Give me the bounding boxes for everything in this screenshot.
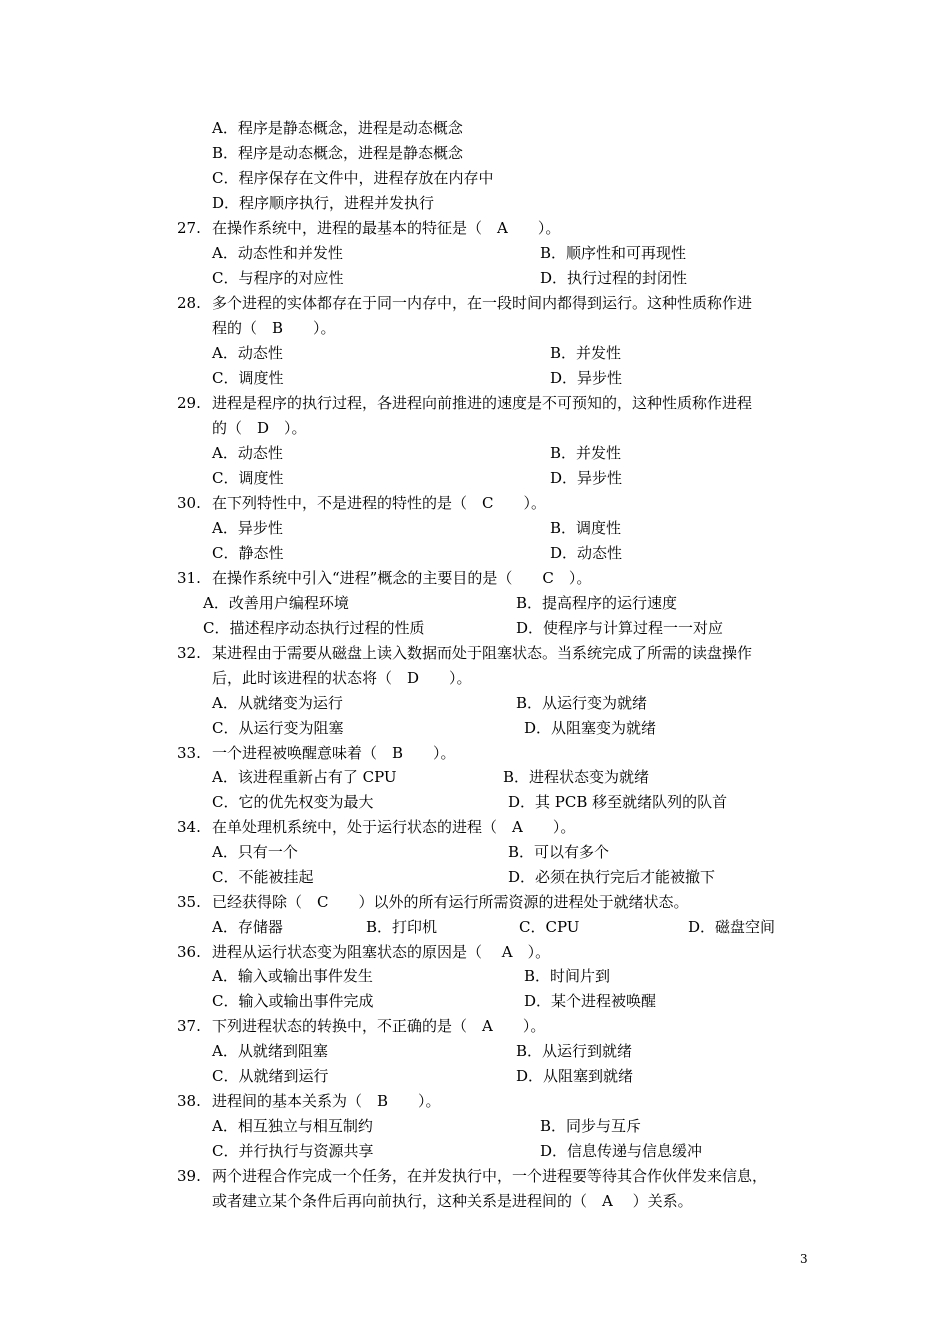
page-number: 3	[800, 1252, 808, 1266]
q27-stem: 在操作系统中，进程的最基本的特征是（ A ）。	[212, 219, 561, 237]
q32-option-d: D．从阻塞变为就绪	[524, 719, 657, 737]
q38-option-b: B．同步与互斥	[540, 1117, 642, 1135]
q34-option-b: B．可以有多个	[508, 843, 610, 861]
q38-option-c: C．并行执行与资源共享	[212, 1142, 374, 1160]
q37-option-b: B．从运行到就绪	[516, 1042, 633, 1060]
q35-option-c: C．CPU	[519, 918, 580, 936]
q31-option-d: D．使程序与计算过程一一对应	[516, 619, 724, 637]
q30-number: 30.	[177, 494, 201, 512]
q28-option-b: B．并发性	[550, 344, 622, 362]
q37-option-a: A．从就绪到阻塞	[212, 1042, 328, 1060]
q35-stem: 已经获得除（ C ）以外的所有运行所需资源的进程处于就绪状态。	[212, 893, 689, 911]
q34-option-a: A．只有一个	[212, 843, 298, 861]
q38-option-d: D．信息传递与信息缓冲	[540, 1142, 703, 1160]
q28-option-a: A．动态性	[212, 344, 283, 362]
q36-option-d: D．某个进程被唤醒	[524, 992, 657, 1010]
q36-stem: 进程从运行状态变为阻塞状态的原因是（ A ）。	[212, 943, 551, 961]
q37-number: 37.	[177, 1017, 201, 1035]
q27-option-c: C．与程序的对应性	[212, 269, 344, 287]
q29-option-a: A．动态性	[212, 444, 283, 462]
q27-option-a: A．动态性和并发性	[212, 244, 343, 262]
q37-option-d: D．从阻塞到就绪	[516, 1067, 634, 1085]
q26-option-a: A．程序是静态概念，进程是动态概念	[212, 119, 463, 137]
q26-option-d: D．程序顺序执行，进程并发执行	[212, 194, 435, 212]
q32-number: 32.	[177, 644, 201, 662]
q30-option-a: A．异步性	[212, 519, 283, 537]
q31-option-c: C．描述程序动态执行过程的性质	[203, 619, 425, 637]
q28-option-d: D．异步性	[550, 369, 623, 387]
q34-number: 34.	[177, 818, 201, 836]
q33-stem: 一个进程被唤醒意味着（ B ）。	[212, 744, 456, 762]
q38-option-a: A．相互独立与相互制约	[212, 1117, 373, 1135]
q33-option-d: D．其 PCB 移至就绪队列的队首	[508, 793, 728, 811]
q29-stem-line1: 进程是程序的执行过程，各进程向前推进的速度是不可预知的，这种性质称作进程	[212, 394, 753, 412]
q38-stem: 进程间的基本关系为（ B ）。	[212, 1092, 441, 1110]
q33-number: 33.	[177, 744, 201, 762]
q39-stem-line2: 或者建立某个条件后再向前执行，这种关系是进程间的（ A ）关系。	[212, 1192, 693, 1210]
q32-option-a: A．从就绪变为运行	[212, 694, 343, 712]
q39-stem-line1: 两个进程合作完成一个任务，在并发执行中，一个进程要等待其合作伙伴发来信息，	[212, 1167, 768, 1185]
q30-stem: 在下列特性中，不是进程的特性的是（ C ）。	[212, 494, 546, 512]
q36-option-b: B．时间片到	[524, 967, 611, 985]
q34-option-c: C．不能被挂起	[212, 868, 314, 886]
q29-option-d: D．异步性	[550, 469, 623, 487]
q32-stem-line2: 后，此时该进程的状态将（ D ）。	[212, 669, 472, 687]
q33-option-c: C．它的优先权变为最大	[212, 793, 374, 811]
q35-number: 35.	[177, 893, 201, 911]
q35-option-a: A．存储器	[212, 918, 283, 936]
q27-option-d: D．执行过程的封闭性	[540, 269, 688, 287]
q36-number: 36.	[177, 943, 201, 961]
q29-number: 29.	[177, 394, 201, 412]
q31-option-b: B．提高程序的运行速度	[516, 594, 678, 612]
q31-option-a: A．改善用户编程环境	[203, 594, 349, 612]
q35-option-b: B．打印机	[366, 918, 438, 936]
q32-option-b: B．从运行变为就绪	[516, 694, 648, 712]
q26-option-b: B．程序是动态概念，进程是静态概念	[212, 144, 464, 162]
q33-option-b: B．进程状态变为就绪	[503, 768, 650, 786]
q38-number: 38.	[177, 1092, 201, 1110]
q33-option-a: A．该进程重新占有了 CPU	[212, 768, 397, 786]
q28-number: 28.	[177, 294, 201, 312]
q29-option-b: B．并发性	[550, 444, 622, 462]
q26-option-c: C．程序保存在文件中，进程存放在内存中	[212, 169, 494, 187]
q37-stem: 下列进程状态的转换中，不正确的是（ A ）。	[212, 1017, 546, 1035]
q30-option-b: B．调度性	[550, 519, 622, 537]
q30-option-d: D．动态性	[550, 544, 623, 562]
q34-option-d: D．必须在执行完后才能被撤下	[508, 868, 716, 886]
q31-stem: 在操作系统中引入“进程”概念的主要目的是（ C ）。	[212, 569, 592, 587]
q27-number: 27.	[177, 219, 201, 237]
q36-option-a: A．输入或输出事件发生	[212, 967, 373, 985]
q30-option-c: C．静态性	[212, 544, 284, 562]
q31-number: 31.	[177, 569, 201, 587]
q36-option-c: C．输入或输出事件完成	[212, 992, 374, 1010]
q37-option-c: C．从就绪到运行	[212, 1067, 329, 1085]
q29-option-c: C．调度性	[212, 469, 284, 487]
q28-option-c: C．调度性	[212, 369, 284, 387]
q27-option-b: B．顺序性和可再现性	[540, 244, 687, 262]
q34-stem: 在单处理机系统中，处于运行状态的进程（ A ）。	[212, 818, 576, 836]
q39-number: 39.	[177, 1167, 201, 1185]
q28-stem-line1: 多个进程的实体都存在于同一内存中，在一段时间内都得到运行。这种性质称作进	[212, 294, 753, 312]
q32-option-c: C．从运行变为阻塞	[212, 719, 344, 737]
q28-stem-line2: 程的（ B ）。	[212, 319, 336, 337]
q32-stem-line1: 某进程由于需要从磁盘上读入数据而处于阻塞状态。当系统完成了所需的读盘操作	[212, 644, 753, 662]
q35-option-d: D．磁盘空间	[688, 918, 776, 936]
q29-stem-line2: 的（ D ）。	[212, 419, 307, 437]
